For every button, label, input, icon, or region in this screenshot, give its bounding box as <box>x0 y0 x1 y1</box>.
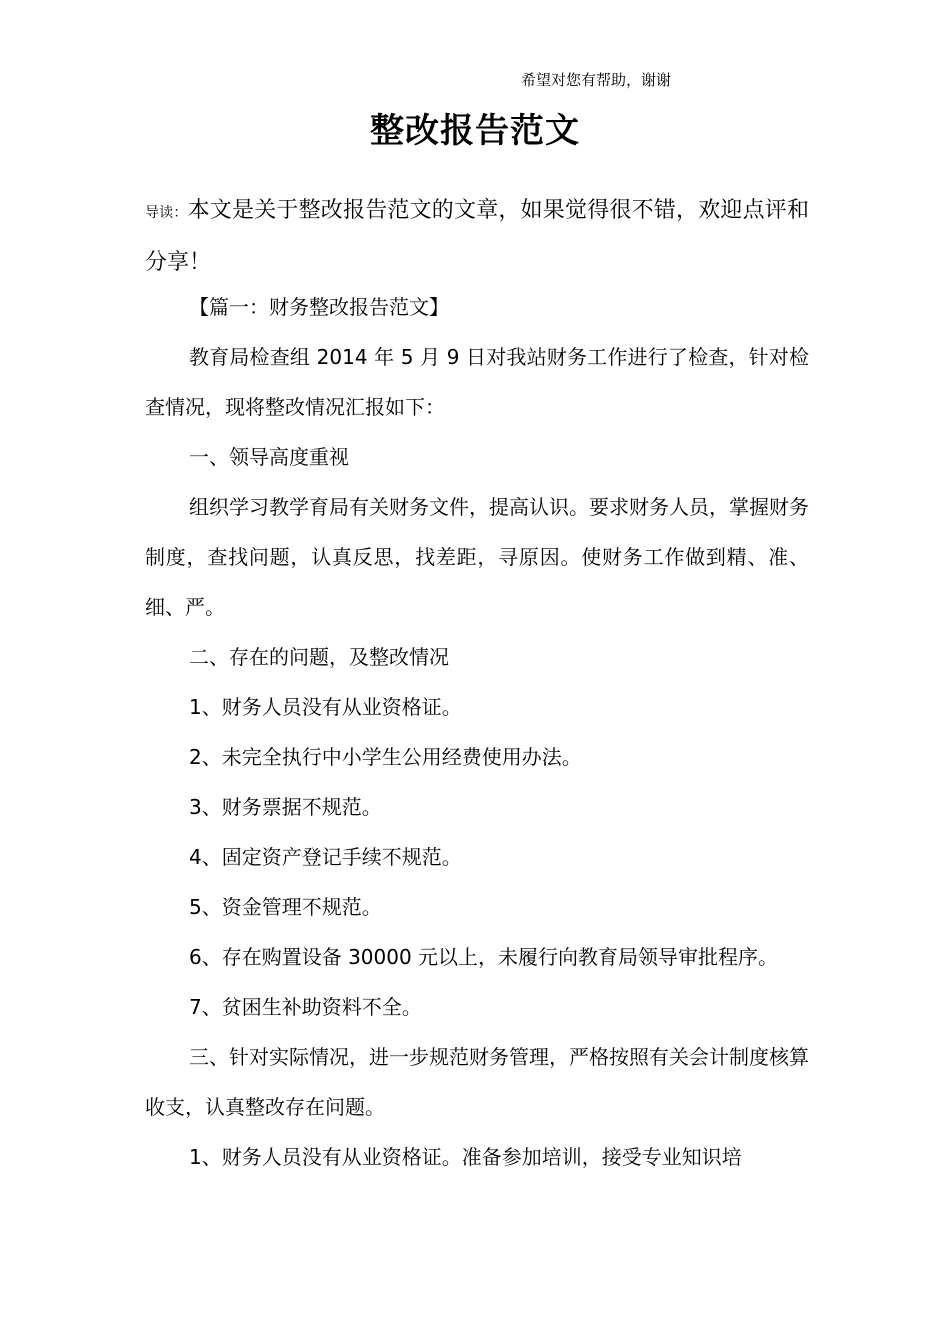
document-body <box>145 282 809 1182</box>
list-item: 6、存在购置设备 30000 元以上，未履行向教育局领导审批程序。 <box>189 945 779 969</box>
subheading: 三、针对实际情况，进一步规范财务管理，严格按照有关会计制度核算收支，认真整改存在问题。 <box>145 1045 809 1119</box>
header-note: 希望对您有帮助，谢谢 <box>521 71 672 89</box>
list-item: 2、未完全执行中小学生公用经费使用办法。 <box>189 745 582 769</box>
paragraph: 组织学习教学育局有关财务文件，提高认识。要求财务人员，掌握财务制度，查找问题，认真反思，找差距，寻原因。使财务工作做到精、准、细、严。 <box>145 495 809 619</box>
document-title: 整改报告范文 <box>370 111 580 151</box>
list-item: 3、财务票据不规范。 <box>189 795 382 819</box>
paragraph: 1、财务人员没有从业资格证。准备参加培训，接受专业知识培 <box>189 1145 742 1169</box>
intro-label: 导读： <box>145 205 188 221</box>
list-item: 7、贫困生补助资料不全。 <box>189 995 422 1019</box>
section-heading: 【篇一：财务整改报告范文】 <box>189 295 449 319</box>
subheading: 一、领导高度重视 <box>189 445 349 469</box>
list-item: 5、资金管理不规范。 <box>189 895 382 919</box>
intro-paragraph <box>145 186 809 288</box>
list-item: 4、固定资产登记手续不规范。 <box>189 845 462 869</box>
subheading: 二、存在的问题，及整改情况 <box>189 645 449 669</box>
paragraph: 教育局检查组 2014 年 5 月 9 日对我站财务工作进行了检查，针对检查情况，现将整改情况汇报如下： <box>145 345 809 419</box>
list-item: 1、财务人员没有从业资格证。 <box>189 695 462 719</box>
intro-text: 本文是关于整改报告范文的文章，如果觉得很不错，欢迎点评和分享！ <box>145 198 809 275</box>
